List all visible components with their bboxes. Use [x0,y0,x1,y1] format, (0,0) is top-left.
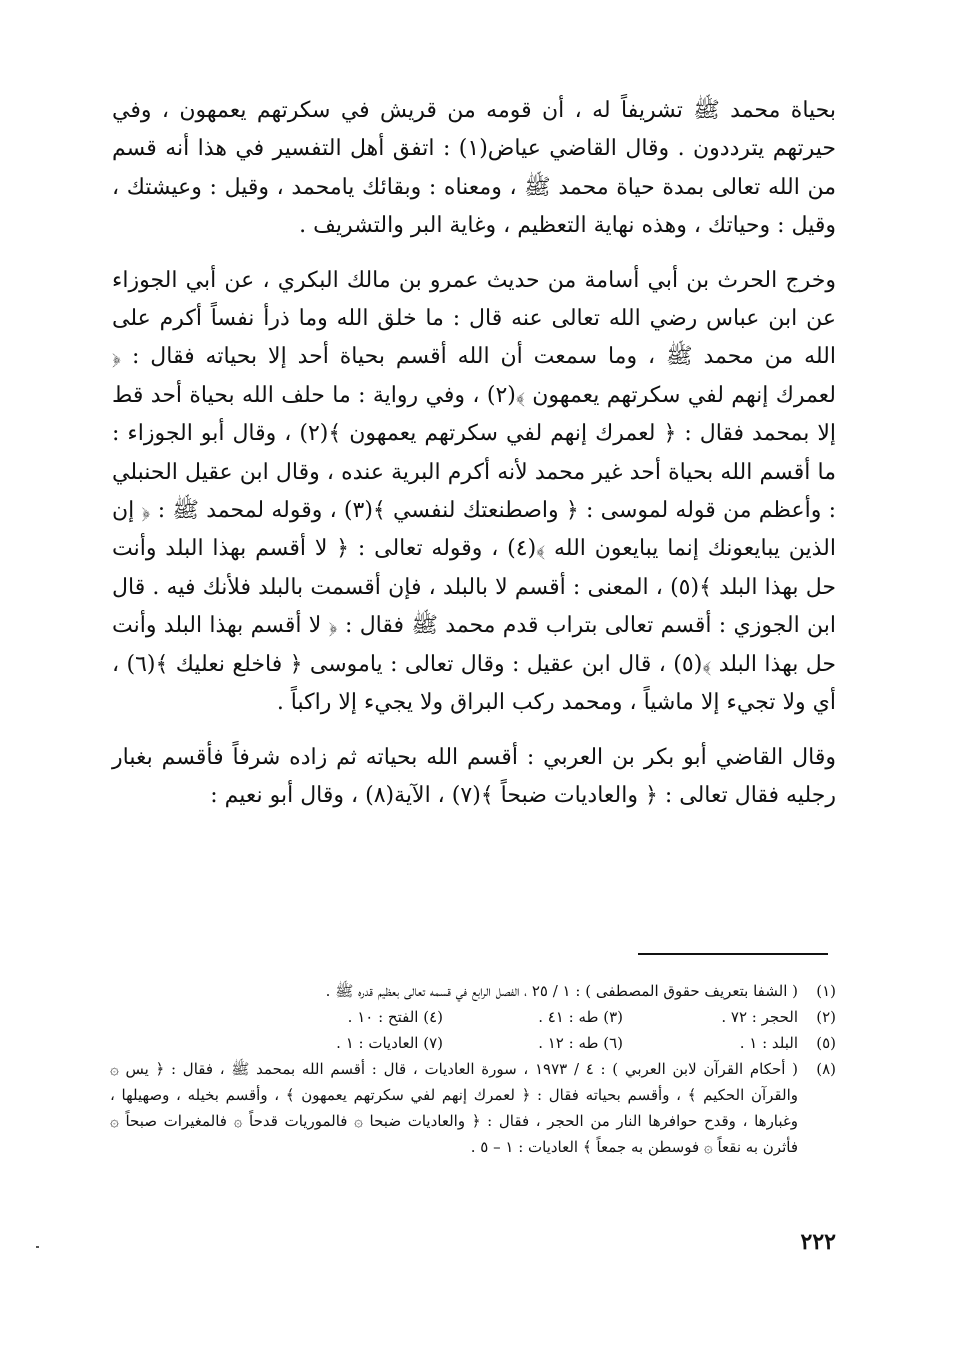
footnote-row-3 [110,1030,836,1056]
paragraph-1: بحياة محمد ﷺ تشريفاً له ، أن قومه من قريش في سكرتهم يعمهون ، وفي حيرتهم يترددون . وقال القاضي عياض(١) : اتفق أهل التفسير في هذا أنه قسم من الله تعالى بمدة حياة محمد ﷺ ، ومعناه : وبقائك يامحمد ، وقيل : وعيشتك ، وقيل : وحياتك ، وهذه نهاية التعظيم ، وغاية البر والتشريف . [112,98,836,239]
footnote-number: (٢) [816,1008,836,1026]
footnote-6-text: (٦) طه : ١٢ . [538,1034,623,1052]
paragraph-3: وقال القاضي أبو بكر بن العربي : أقسم الله بحياته ثم زاده شرفاً فأقسم بغبار رجليه فقال تعالى : ﴿ والعاديات ضبحاً ﴾(٧) ، الآية(٨) ، وقال أبو نعيم : [112,744,836,808]
scan-speck [36,1246,39,1248]
footnote-number: (٥) [816,1034,836,1052]
footnote-1 [110,978,836,1004]
footnote-text: ( الشفا بتعريف حقوق المصطفى ) : ١ / ٢٥ ، الفصل الرابع في قسمه تعالى بعظيم قدره ﷺ . [325,982,798,1000]
footnote-row-2 [110,1004,836,1030]
footnotes [110,978,836,1160]
footnote-number: (٨) [816,1060,836,1078]
paragraph-2: وخرج الحرث بن أبي أسامة من حديث عمرو بن مالك البكري ، عن أبي الجوزاء عن ابن عباس رضي الله تعالى عنه قال : ما خلق الله وما ذرأ نفساً أكرم على الله من محمد ﷺ ، وما سمعت أن الله أقسم بحياة أحد إلا بحياته فقال : ﴿ لعمرك إنهم لفي سكرتهم يعمهون ﴾(٢) ، وفي رواية : ما حلف الله بحياة أحد قط إلا بمحمد فقال : ﴿ لعمرك إنهم لفي سكرتهم يعمهون ﴾(٢) ، وقال أبو الجوزاء : ما أقسم الله بحياة أحد غير محمد لأنه أكرم البرية عنده ، وقال ابن عقيل الحنبلي : وأعظم من قوله لموسى : ﴿ واصطنعتك لنفسي ﴾(٣) ، وقوله لمحمد ﷺ : ﴿ إن الذين يبايعونك إنما يبايعون الله ﴾(٤) ، وقوله تعالى : ﴿ لا أقسم بهذا البلد وأنت حل بهذا البلد ﴾(٥) ، المعنى : أقسم لا بالبلد ، فإن أقسمت بالبلد فلأنك فيه . قال ابن الجوزي : أقسم تعالى بتراب قدم محمد ﷺ فقال : ﴿ لا أقسم بهذا البلد وأنت حل بهذا البلد ﴾(٥) ، قال ابن عقيل : وقال تعالى : ياموسى ﴿ فاخلع نعليك ﴾(٦) ، أي ولا تجيء إلا ماشياً ، ومحمد ركب البراق ولا يجيء إلا راكباً . [112,267,837,716]
page-number: ٢٢٢ [800,1229,836,1255]
footnote-divider [638,953,828,955]
footnote-2-text: الحجر : ٧٢ . [721,1008,798,1026]
footnote-number: (١) [816,982,836,1000]
footnote-4-text: (٤) الفتح : ١٠ . [347,1008,443,1026]
footnote-5-text: البلد : ١ . [739,1034,798,1052]
footnote-8 [110,1056,836,1160]
footnote-text: ( أحكام القرآن لابن العربي ) : ٤ / ١٩٧٣ ، سورة العاديات ، قال : أقسم الله بمحمد ﷺ ، فقال : ﴿ يس ۞ والقرآن الحكيم ﴾ ، وأقسم بحياته فقال : ﴿ لعمرك إنهم لفي سكرتهم يعمهون ﴾ ، وأقسم بخيله ، وصهيلها ، وغبارها ، وقدح حوافرها النار من الحجر ، فقال : ﴿ والعاديات ضبحا ۞ فالموريات قدحاً ۞ فالمغيرات صبحاً ۞ فأثرن به نقعاً ۞ فوسطن به جمعاً ﴾ العاديات : ١ – ٥ . [110,1060,799,1156]
main-text [112,92,836,815]
footnote-7-text: (٧) العاديات : ١ . [336,1034,443,1052]
footnote-3-text: (٣) طه : ٤١ . [538,1008,623,1026]
